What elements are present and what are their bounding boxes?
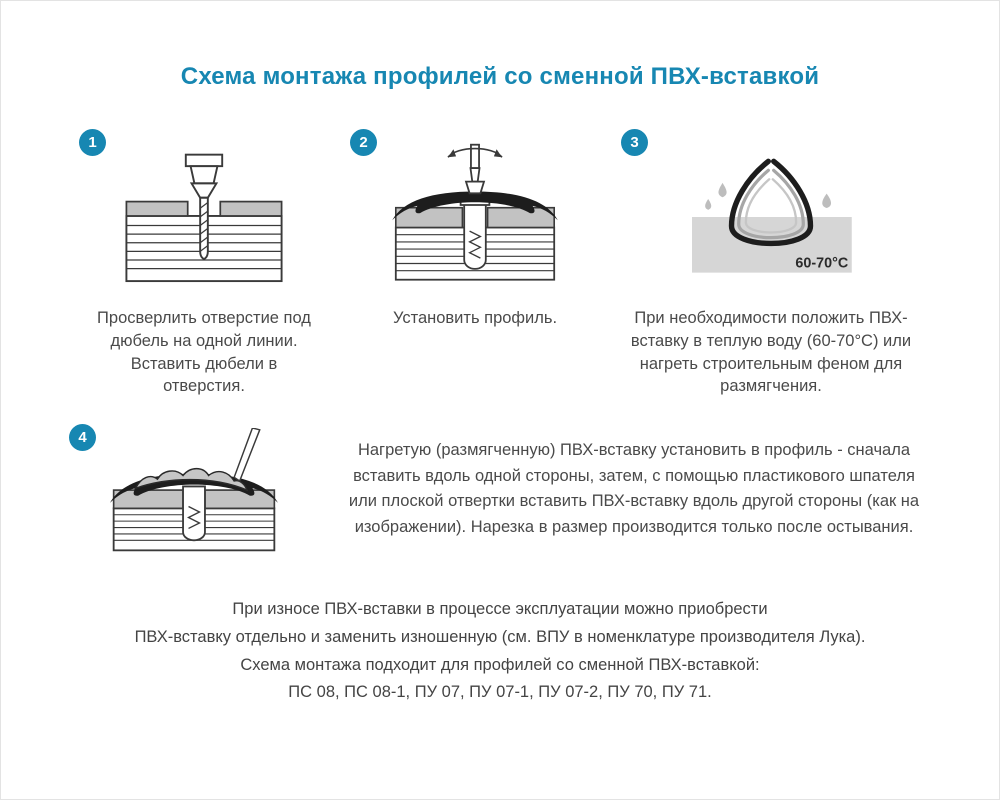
- step-2-figure: [350, 135, 600, 287]
- step-3-caption: При необходимости положить ПВХ-вставку в теплую воду (60-70°С) или нагреть строительным феном для размягчения.: [630, 309, 912, 396]
- step-1: [79, 129, 329, 398]
- footer-line-2: ПВХ-вставку отдельно и заменить изношенную (см. ВПУ в номенклатуре производителя Лука).: [134, 627, 866, 646]
- step-4-caption: Нагретую (размягченную) ПВХ-вставку установить в профиль - сначала вставить вдоль одной стороны, затем, с помощью пластикового шпателя или плоской отвертки вставить ПВХ-вставку вдоль другой стороны (как на изображении). Нарезка в размер производится только после остывания.: [348, 440, 920, 536]
- footer-line-4: ПС 08, ПС 08-1, ПУ 07, ПУ 07-1, ПУ 07-2, ПУ 70, ПУ 71.: [288, 683, 712, 702]
- step-1-figure: [79, 135, 329, 287]
- footer-line-1: При износе ПВХ-вставки в процессе эксплуатации можно приобрести: [232, 600, 768, 619]
- footer-text: [1, 596, 999, 707]
- step-4-badge: [69, 424, 96, 451]
- step-2-badge: [350, 129, 377, 156]
- steps-row: [1, 129, 999, 398]
- page-title: Схема монтажа профилей со сменной ПВХ-вставкой: [180, 63, 820, 90]
- step-2: [350, 129, 600, 398]
- step-3-badge: [621, 129, 648, 156]
- step-4-number: 4: [78, 429, 87, 447]
- step-3-number: 3: [630, 134, 639, 151]
- step-2-number: 2: [359, 134, 368, 151]
- step-1-badge: [79, 129, 106, 156]
- warm-water-illustration-icon: [681, 147, 861, 287]
- step-4-figure: [69, 426, 319, 554]
- step-2-caption: Установить профиль.: [392, 309, 558, 327]
- step-4: [69, 424, 319, 554]
- step-4-row: [1, 424, 999, 554]
- footer-line-3: Схема монтажа подходит для профилей со сменной ПВХ-вставкой:: [240, 655, 760, 674]
- drill-illustration-icon: [113, 143, 295, 287]
- insert-installation-illustration-icon: [102, 428, 286, 554]
- temperature-label: 60-70°C: [795, 255, 849, 272]
- profile-install-illustration-icon: [385, 141, 565, 287]
- step-3-figure: [621, 135, 921, 287]
- step-1-caption: Просверлить отверстие под дюбель на одной линии. Вставить дюбели в отверстия.: [97, 309, 311, 396]
- step-1-number: 1: [88, 134, 97, 151]
- step-3: [621, 129, 921, 398]
